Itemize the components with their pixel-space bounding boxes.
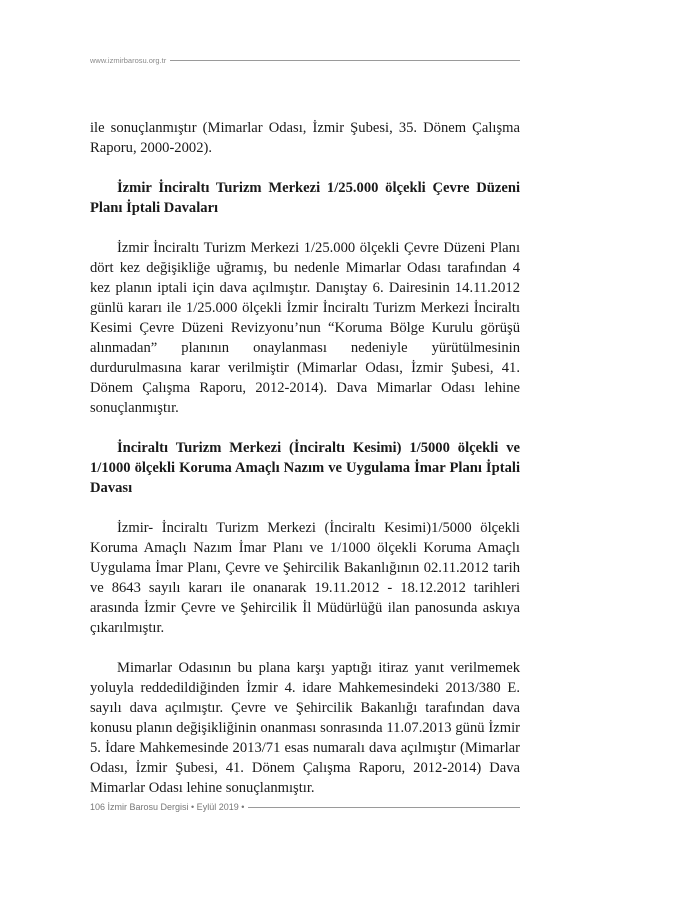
- page-footer: [90, 800, 520, 814]
- paragraph-4: Mimarlar Odasının bu plana karşı yaptığı itiraz yanıt verilmemek yoluyla reddedildiğinden İzmir 4. idare Mahkemesindeki 2013/380 E. sayılı dava açılmıştır. Çevre ve Şehircilik Bakanlığı tarafından dava konusu planın değişikliğinin onanması sonrasında 11.07.2013 günü İzmir 5. İdare Mahkemesinde 2013/71 esas numaralı dava açılmıştır (Mimarlar Odası, İzmir Şubesi, 41. Dönem Çalışma Raporu, 2012-2014) Dava Mimarlar Odası lehine sonuçlanmıştır.: [90, 660, 520, 796]
- spacer: [90, 638, 520, 658]
- spacer: [90, 498, 520, 518]
- section-heading-2: İnciraltı Turizm Merkezi (İnciraltı Kesimi) 1/5000 ölçekli ve 1/1000 ölçekli Koruma Amaçlı Nazım ve Uygulama İmar Planı İptali Davası: [90, 440, 520, 496]
- page-content: [90, 118, 520, 798]
- paragraph-3: İzmir- İnciraltı Turizm Merkezi (İnciraltı Kesimi)1/5000 ölçekli Koruma Amaçlı Nazım İmar Planı ve 1/1000 ölçekli Koruma Amaçlı Uygulama İmar Planı, Çevre ve Şehircilik Bakanlığının 02.11.2012 tarih ve 8643 sayılı kararı ile onanarak 19.11.2012 - 18.12.2012 tarihleri arasında İzmir Çevre ve Şehircilik İl Müdürlüğü ilan panosunda askıya çıkarılmıştır.: [90, 520, 520, 636]
- footer-rule: [248, 807, 520, 808]
- paragraph-2: İzmir İnciraltı Turizm Merkezi 1/25.000 ölçekli Çevre Düzeni Planı dört kez değişikliğe uğramış, bu nedenle Mimarlar Odası tarafından 4 kez planın iptali için dava açılmıştır. Danıştay 6. Dairesinin 14.11.2012 günlü kararı ile 1/25.000 ölçekli İzmir İnciraltı Turizm Merkezi İnciraltı Kesimi Çevre Düzeni Revizyonu’nun “Koruma Bölge Kurulu görüşü alınmadan” planının onaylanması nedeniyle yürütülmesinin durdurulmasına karar verilmiştir (Mimarlar Odası, İzmir Şubesi, 41. Dönem Çalışma Raporu, 2012-2014). Dava Mimarlar Odası lehine sonuçlanmıştır.: [90, 240, 520, 416]
- spacer: [90, 418, 520, 438]
- header-rule: [170, 60, 520, 61]
- spacer: [90, 218, 520, 238]
- header-url: www.izmirbarosu.org.tr: [90, 55, 167, 65]
- page-header: [90, 53, 520, 67]
- paragraph-continuation: ile sonuçlanmıştır (Mimarlar Odası, İzmir Şubesi, 35. Dönem Çalışma Raporu, 2000-2002).: [90, 120, 520, 156]
- footer-text: 106 İzmir Barosu Dergisi • Eylül 2019 •: [90, 802, 245, 812]
- spacer: [90, 158, 520, 178]
- section-heading-1: İzmir İnciraltı Turizm Merkezi 1/25.000 ölçekli Çevre Düzeni Planı İptali Davaları: [90, 180, 520, 216]
